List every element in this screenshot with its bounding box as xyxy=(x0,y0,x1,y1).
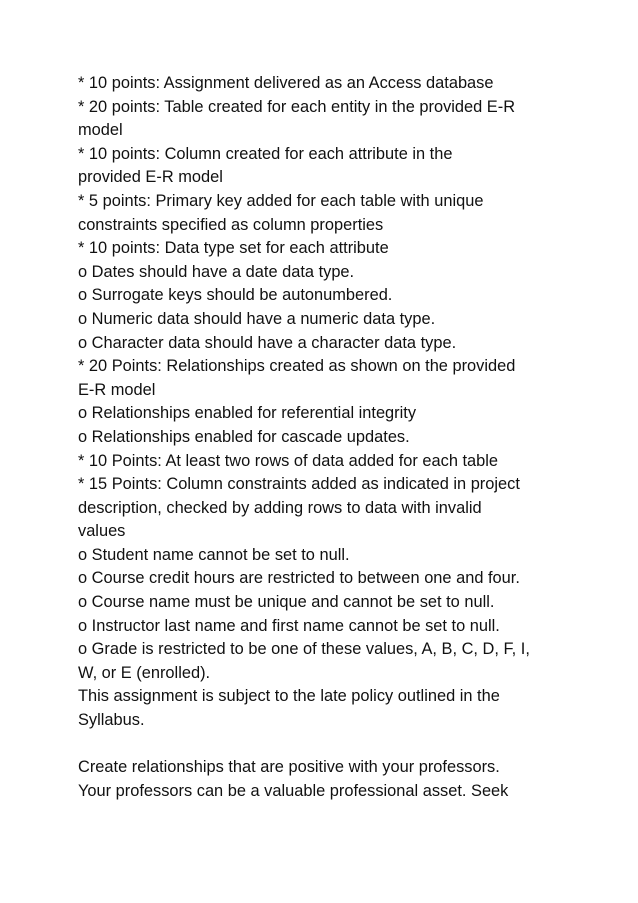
text-line: o Instructor last name and first name cannot be set to null. xyxy=(78,616,500,635)
text-line: * 5 points: Primary key added for each table with unique xyxy=(78,191,484,210)
text-line: o Course credit hours are restricted to between one and four. xyxy=(78,569,520,588)
text-line: * 15 Points: Column constraints added as indicated in project xyxy=(78,475,520,494)
text-line: values xyxy=(78,522,126,541)
text-line: provided E-R model xyxy=(78,168,223,187)
text-line: constraints specified as column properties xyxy=(78,215,384,234)
text-line: * 10 Points: At least two rows of data added for each table xyxy=(78,451,499,470)
text-line: o Dates should have a date data type. xyxy=(78,262,355,281)
text-line: E-R model xyxy=(78,380,156,399)
text-line: o Relationships enabled for cascade updates. xyxy=(78,427,410,446)
text-line: Create relationships that are positive with your professors. xyxy=(78,758,500,777)
text-line: W, or E (enrolled). xyxy=(78,663,211,682)
text-line: o Student name cannot be set to null. xyxy=(78,545,350,564)
text-line: o Grade is restricted to be one of these values, A, B, C, D, F, I, xyxy=(78,640,530,659)
text-line: o Numeric data should have a numeric data type. xyxy=(78,309,436,328)
text-line: * 20 points: Table created for each entity in the provided E-R xyxy=(78,97,516,116)
text-line: o Surrogate keys should be autonumbered. xyxy=(78,286,393,305)
text-line: o Relationships enabled for referential integrity xyxy=(78,404,417,423)
document-body xyxy=(78,72,578,803)
text-line: * 20 Points: Relationships created as shown on the provided xyxy=(78,357,516,376)
text-line: * 10 points: Column created for each attribute in the xyxy=(78,144,453,163)
text-line: Your professors can be a valuable professional asset. Seek xyxy=(78,781,509,800)
text-line: This assignment is subject to the late policy outlined in the xyxy=(78,687,500,706)
text-line: o Character data should have a character data type. xyxy=(78,333,457,352)
blank-line xyxy=(78,733,578,757)
text-line: * 10 points: Data type set for each attribute xyxy=(78,239,389,258)
text-line: Syllabus. xyxy=(78,711,145,730)
text-line: model xyxy=(78,121,123,140)
text-line: o Course name must be unique and cannot be set to null. xyxy=(78,593,495,612)
text-line: * 10 points: Assignment delivered as an Access database xyxy=(78,74,494,92)
text-line: description, checked by adding rows to data with invalid xyxy=(78,498,482,517)
